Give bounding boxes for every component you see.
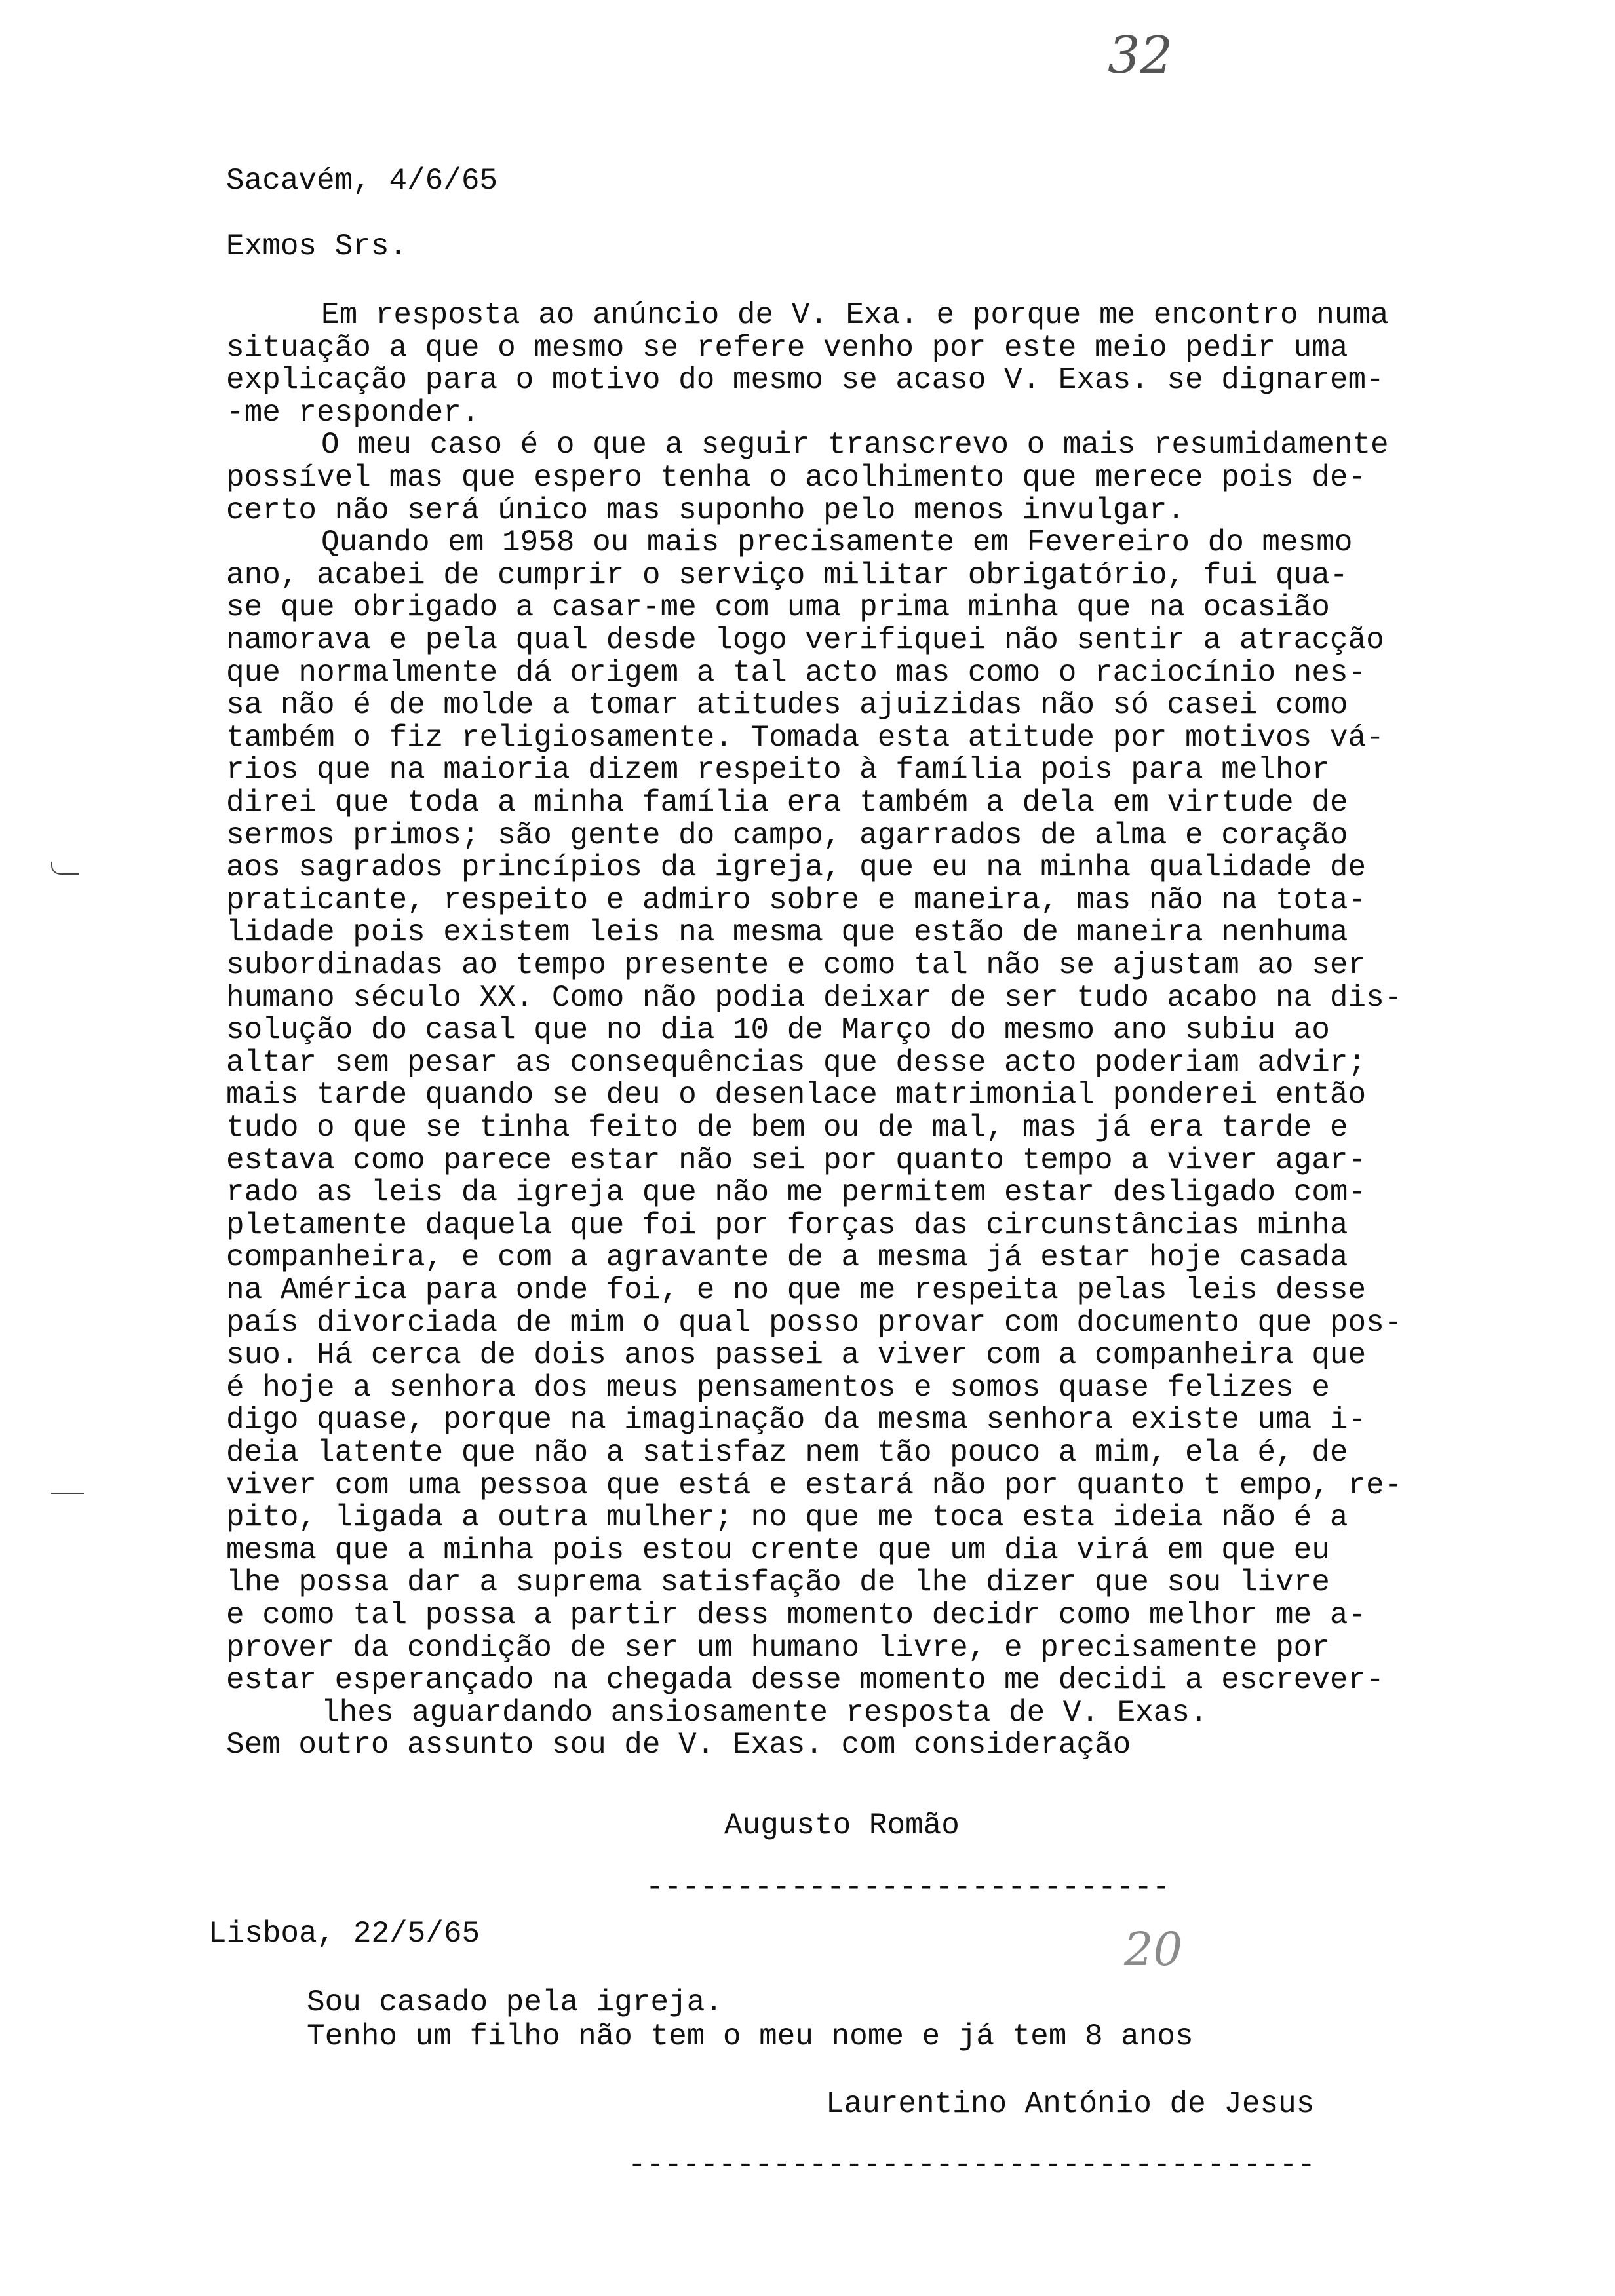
letter1-body-line: pito, ligada a outra mulher; no que me toca esta ideia não é a [226,1501,1348,1535]
letter1-body-line: -me responder. [226,396,480,430]
letter2-body-line: Sou casado pela igreja. [307,1985,723,2019]
letter1-separator: ----------------------------- [646,1871,1171,1905]
letter1-body-line: solução do casal que no dia 10 de Março do mesmo ano subiu ao [226,1013,1330,1047]
letter1-body-line: praticante, respeito e admiro sobre e maneira, mas não na tota- [226,883,1367,917]
letter1-body-line: na América para onde foi, e no que me respeita pelas leis desse [226,1273,1367,1307]
letter1-body-line: país divorciada de mim o qual posso provar com documento que pos- [226,1306,1403,1340]
letter1-body-line: mais tarde quando se deu o desenlace matrimonial ponderei então [226,1078,1367,1112]
letter1-body-line: lidade pois existem leis na mesma que estão de maneira nenhuma [226,915,1348,949]
letter1-body-line: viver com uma pessoa que está e estará não por quanto t empo, re- [226,1468,1403,1502]
letter1-place-date: Sacavém, 4/6/65 [226,164,498,198]
letter1-body-line: prover da condição de ser um humano livre, e precisamente por [226,1631,1330,1665]
letter1-body-line: e como tal possa a partir dess momento decidr como melhor me a- [226,1598,1367,1632]
letter2-body-line: Tenho um filho não tem o meu nome e já tem 8 anos [307,2019,1194,2054]
letter2-signature: Laurentino António de Jesus [826,2087,1315,2121]
letter2-separator: -------------------------------------- [628,2148,1315,2182]
letter1-body-line: lhes aguardando ansiosamente resposta de V. Exas. [321,1696,1208,1730]
letter1-body-line: deia latente que não a satisfaz nem tão pouco a mim, ela é, de [226,1436,1348,1470]
letter1-body-line: companheira, e com a agravante de a mesma já estar hoje casada [226,1240,1348,1274]
letter1-body-line: sa não é de molde a tomar atitudes ajuizidas não só casei como [226,688,1348,722]
letter1-body-line: humano século XX. Como não podia deixar de ser tudo acabo na dis- [226,981,1403,1015]
page-number-annotation: 20 [1124,1923,1183,1976]
margin-mark [51,1486,84,1494]
letter1-body-line: se que obrigado a casar-me com uma prima minha que na ocasião [226,590,1330,624]
letter1-body-line: digo quase, porque na imaginação da mesma senhora existe uma i- [226,1403,1367,1437]
letter1-body-line: subordinadas ao tempo presente e como tal não se ajustam ao ser [226,948,1367,982]
letter1-body-line: mesma que a minha pois estou crente que um dia virá em que eu [226,1533,1330,1567]
letter1-body-line: estar esperançado na chegada desse momento me decidi a escrever- [226,1663,1384,1697]
letter1-body-line: tudo o que se tinha feito de bem ou de mal, mas já era tarde e [226,1111,1348,1145]
letter1-body-line: certo não será único mas suponho pelo menos invulgar. [226,493,1186,527]
letter1-body-line: rado as leis da igreja que não me permitem estar desligado com- [226,1176,1367,1210]
letter1-body-line: aos sagrados princípios da igreja, que eu na minha qualidade de [226,851,1367,885]
letter1-body-line: também o fiz religiosamente. Tomada esta atitude por motivos vá- [226,721,1384,755]
letter1-body-line: é hoje a senhora dos meus pensamentos e somos quase felizes e [226,1371,1330,1405]
letter1-body-line: altar sem pesar as consequências que desse acto poderiam advir; [226,1046,1367,1080]
letter1-body-line: explicação para o motivo do mesmo se acaso V. Exas. se dignarem- [226,363,1384,397]
margin-mark [51,862,79,875]
letter1-salutation: Exmos Srs. [226,229,408,263]
letter1-body-line: O meu caso é o que a seguir transcrevo o mais resumidamente [321,428,1389,462]
letter1-body-line: estava como parece estar não sei por quanto tempo a viver agar- [226,1143,1367,1177]
letter1-body-line: namorava e pela qual desde logo verifiquei não sentir a atracção [226,623,1384,657]
letter1-body-line: possível mas que espero tenha o acolhimento que merece pois de- [226,461,1367,495]
letter1-body-line: lhe possa dar a suprema satisfação de lhe dizer que sou livre [226,1565,1330,1599]
letter1-body-line: situação a que o mesmo se refere venho por este meio pedir uma [226,331,1348,365]
page-number-annotation: 32 [1108,26,1173,85]
letter1-body-line: sermos primos; são gente do campo, agarrados de alma e coração [226,818,1348,852]
letter1-body-line: rios que na maioria dizem respeito à família pois para melhor [226,753,1330,787]
letter1-signature: Augusto Romão [724,1808,960,1843]
letter1-body-line: Em resposta ao anúncio de V. Exa. e porque me encontro numa [321,298,1389,332]
letter1-body-line: Quando em 1958 ou mais precisamente em Fevereiro do mesmo [321,526,1353,560]
letter1-body-line: pletamente daquela que foi por forças das circunstâncias minha [226,1208,1348,1242]
letter1-body-line: direi que toda a minha família era também a dela em virtude de [226,786,1348,820]
letter1-body-line: que normalmente dá origem a tal acto mas como o raciocínio nes- [226,656,1367,690]
letter1-body-line: ano, acabei de cumprir o serviço militar obrigatório, fui qua- [226,558,1348,592]
letter2-place-date: Lisboa, 22/5/65 [208,1917,480,1951]
letter1-body-line: suo. Há cerca de dois anos passei a viver com a companheira que [226,1338,1367,1372]
letter1-body-line: Sem outro assunto sou de V. Exas. com consideração [226,1728,1131,1762]
